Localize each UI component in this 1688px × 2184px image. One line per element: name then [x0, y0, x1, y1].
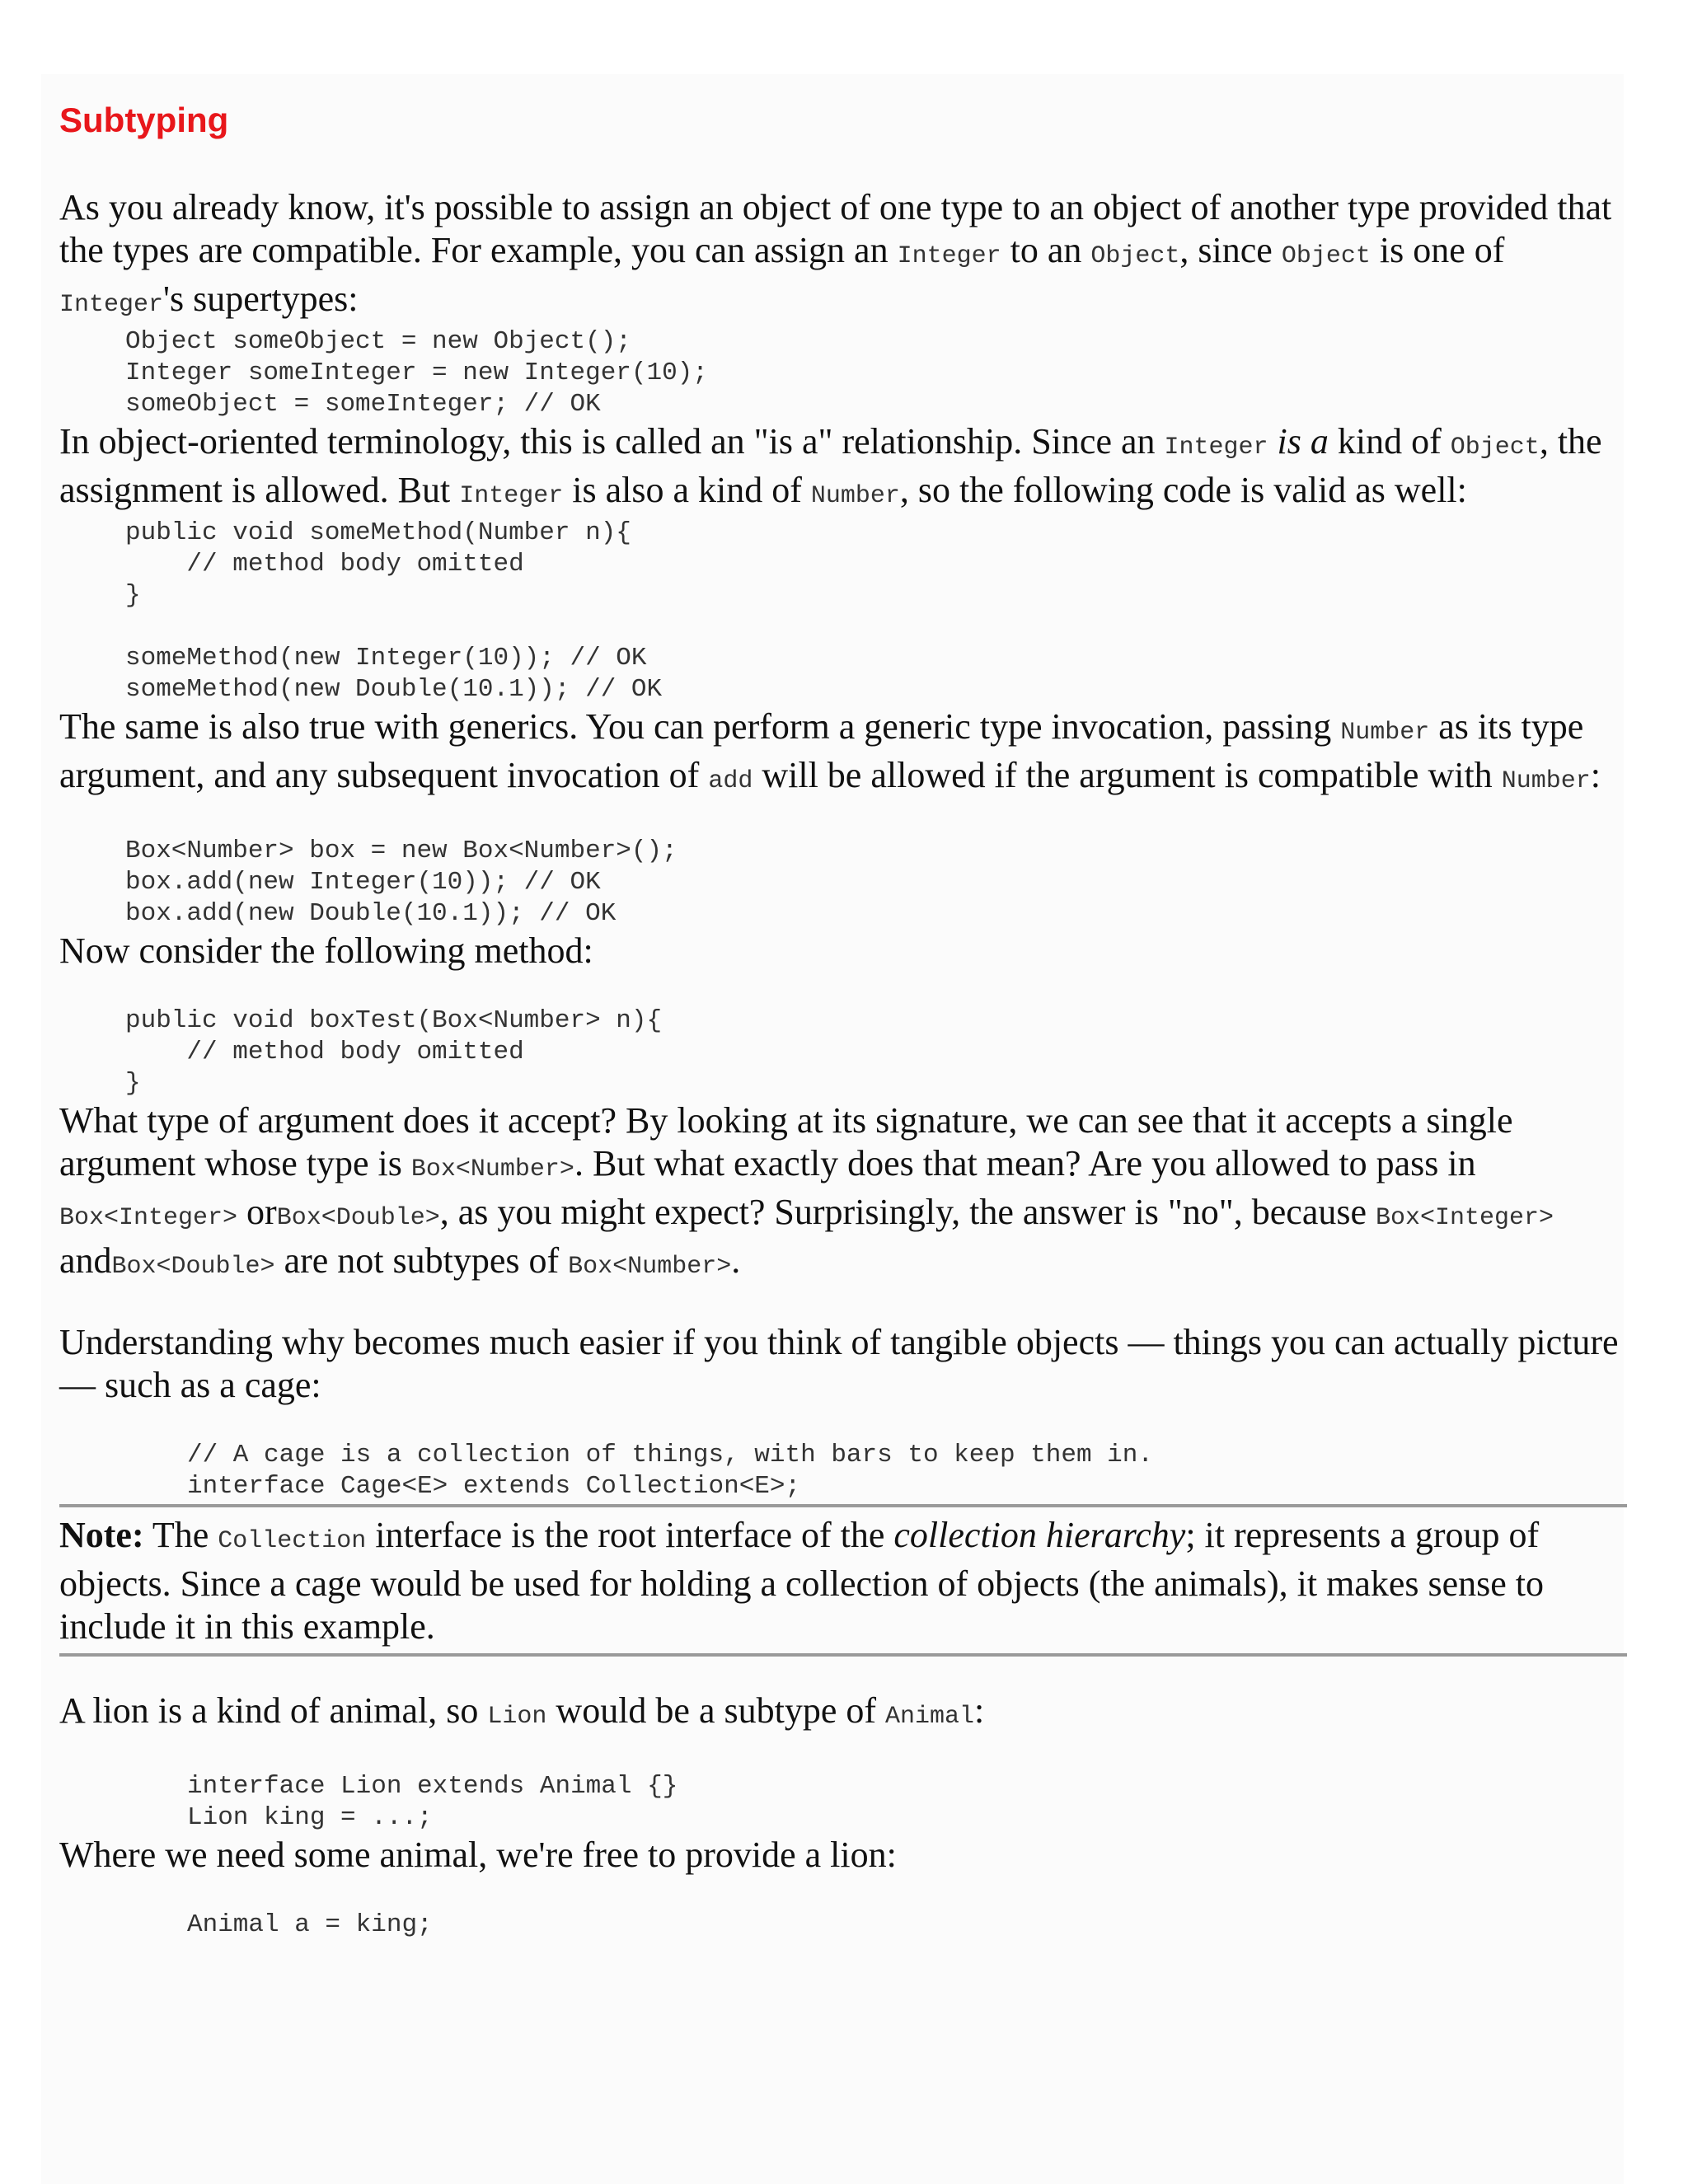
paragraph-consider: Now consider the following method: [59, 930, 593, 971]
code-block-box [59, 836, 1634, 930]
inline-code: Collection [218, 1527, 367, 1555]
code-line: Animal a = king; [187, 1910, 433, 1939]
inline-code: Box<Double> [111, 1253, 275, 1281]
inline-code: Number [1340, 719, 1430, 747]
code-block-cage [59, 1440, 1634, 1502]
code-block-box-test [59, 1005, 1634, 1099]
code-line: box.add(new Integer(10)); // OK [125, 868, 601, 897]
paragraph-intro: As you already know, it's possible to assign an object of one type to an object of another type provided that the types are compatible. For example, you can assign an Integer to an Object, since Object is one of Integer's supertypes: [59, 187, 1612, 319]
inline-code: Number [810, 482, 900, 510]
inline-code: Integer [459, 482, 564, 510]
code-line: // method body omitted [125, 550, 524, 579]
section-title: Subtyping [59, 101, 229, 139]
inline-code: Box<Number> [568, 1253, 732, 1281]
inline-code: Box<Number> [410, 1155, 574, 1183]
inline-code: Lion [487, 1703, 547, 1731]
paragraph-is-a: In object-oriented terminology, this is called an "is a" relationship. Since an Integer is a kind of Object, the assignment is allowed. But Integer is also a kind of Number, so the following code is valid as well: [59, 421, 1602, 510]
document-body [59, 97, 1634, 1941]
inline-code: Integer [897, 242, 1001, 270]
code-line: someMethod(new Integer(10)); // OK [125, 644, 647, 673]
code-line: Box<Number> box = new Box<Number>(); [125, 837, 678, 865]
code-line: Integer someInteger = new Integer(10); [125, 359, 708, 387]
paragraph-generics: The same is also true with generics. You can perform a generic type invocation, passing Number as its type argument, and any subsequent invocation of add will be allowed if the argument is compatible with Number: [59, 706, 1601, 795]
code-line: interface Cage<E> extends Collection<E>; [187, 1472, 801, 1501]
paragraph-tangible: Understanding why becomes much easier if you think of tangible objects — things you can actually picture — such as a cage: [59, 1322, 1619, 1405]
code-line [125, 612, 1634, 643]
code-line: } [125, 581, 141, 610]
inline-code: Object [1450, 434, 1540, 462]
inline-code: Integer [1164, 434, 1268, 462]
inline-code: Box<Integer> [59, 1204, 238, 1232]
code-block-some-method [59, 518, 1634, 705]
code-line: Object someObject = new Object(); [125, 327, 631, 356]
code-block-assignment [59, 326, 1634, 420]
code-line: someObject = someInteger; // OK [125, 390, 601, 419]
paragraph-argument: What type of argument does it accept? By looking at its signature, we can see that it accepts a single argument whose type is Box<Number>. But what exactly does that mean? Are you allowed to pass in Box<Integer> orBox<Double>, as you might expect? Surprisingly, the answer is "no", because Box<Integer> andBox<Double> are not subtypes of Box<Number>. [59, 1100, 1554, 1281]
code-line: // A cage is a collection of things, with bars to keep them in. [187, 1441, 1153, 1469]
code-line: // method body omitted [125, 1038, 524, 1066]
inline-code: Integer [59, 291, 164, 319]
note-box: Note: The Collection interface is the root interface of the collection hierarchy; it represents a group of objects. Since a cage would be used for holding a collection of objects (the animals), it makes sense to include it in this example. [59, 1504, 1627, 1657]
code-block-lion [59, 1771, 1634, 1834]
paragraph-animal: Where we need some animal, we're free to provide a lion: [59, 1835, 897, 1875]
inline-code: Object [1090, 242, 1180, 270]
inline-code: add [708, 767, 753, 795]
inline-code: Object [1281, 242, 1371, 270]
inline-code: Box<Double> [276, 1204, 440, 1232]
note-label: Note: [59, 1515, 144, 1555]
inline-code: Box<Integer> [1376, 1204, 1554, 1232]
code-line: interface Lion extends Animal {} [187, 1772, 678, 1801]
code-line: } [125, 1069, 141, 1098]
inline-code: Animal [885, 1703, 975, 1731]
code-line: public void someMethod(Number n){ [125, 518, 631, 547]
paragraph-lion: A lion is a kind of animal, so Lion would be a subtype of Animal: [59, 1690, 985, 1731]
inline-code: Number [1501, 767, 1591, 795]
code-line: public void boxTest(Box<Number> n){ [125, 1006, 663, 1035]
code-line: Lion king = ...; [187, 1803, 433, 1832]
code-block-animal [59, 1910, 1634, 1941]
code-line: someMethod(new Double(10.1)); // OK [125, 675, 663, 704]
code-line: box.add(new Double(10.1)); // OK [125, 899, 617, 928]
